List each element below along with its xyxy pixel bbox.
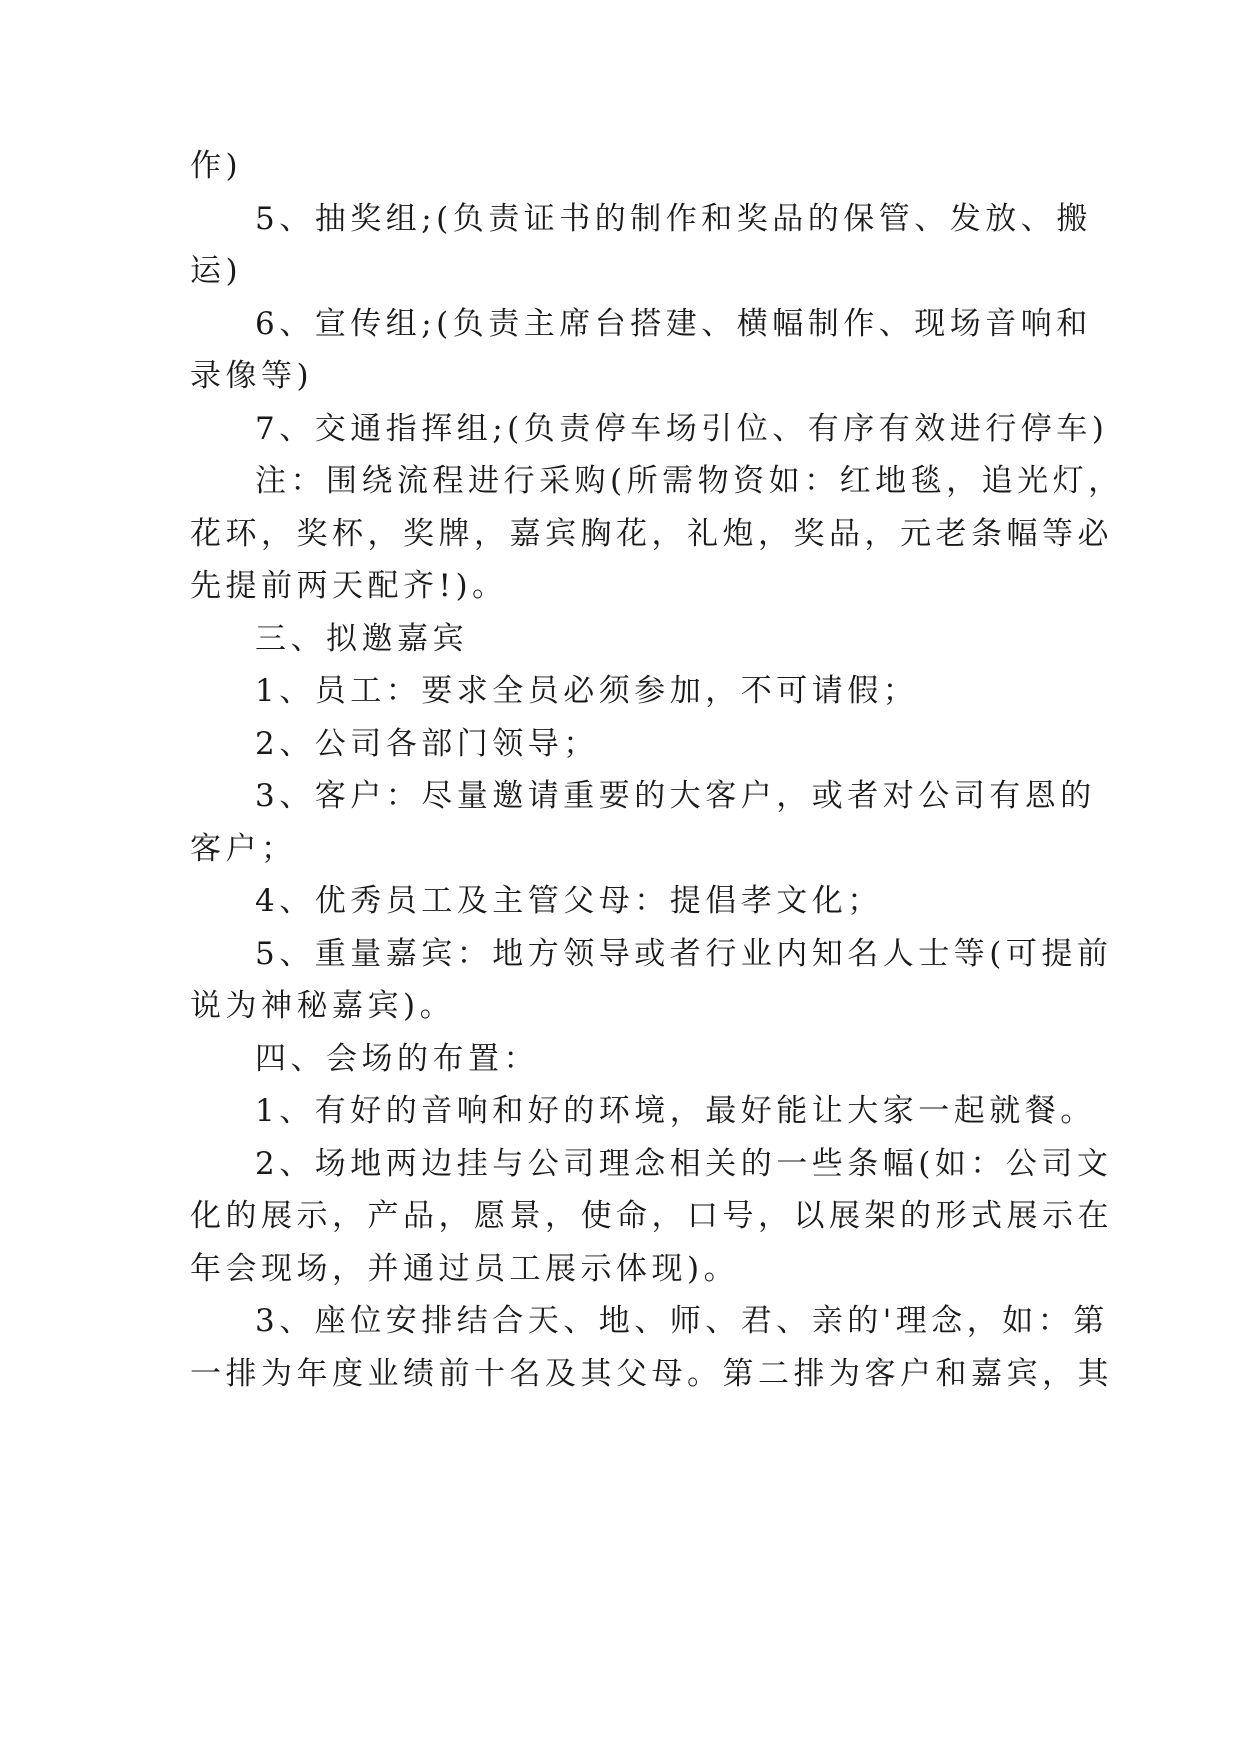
text-line: 3、客户：尽量邀请重要的大客户，或者对公司有恩的 [255, 778, 1096, 814]
text-line: 5、抽奖组;(负责证书的制作和奖品的保管、发放、搬 [255, 201, 1092, 237]
text-line: 化的展示，产品，愿景，使命，口号，以展架的形式展示在 [190, 1198, 1113, 1234]
text-line: 1、有好的音响和好的环境，最好能让大家一起就餐。 [255, 1093, 1096, 1129]
text-line: 6、宣传组;(负责主席台搭建、横幅制作、现场音响和 [255, 306, 1092, 342]
text-line: 4、优秀员工及主管父母：提倡孝文化； [255, 883, 883, 919]
text-line: 2、公司各部门领导； [255, 726, 599, 762]
text-line: 运) [190, 253, 243, 289]
text-line: 客户； [190, 831, 297, 867]
text-line: 花环，奖杯，奖牌，嘉宾胸花，礼炮，奖品，元老条幅等必 [190, 516, 1113, 552]
section-heading: 三、拟邀嘉宾 [255, 621, 468, 657]
text-line: 3、座位安排结合天、地、师、君、亲的'理念，如：第 [255, 1303, 1109, 1339]
text-line: 作) [190, 148, 243, 184]
text-line: 先提前两天配齐!)。 [190, 568, 508, 604]
text-line: 年会现场，并通过员工展示体现)。 [190, 1251, 740, 1287]
section-heading: 四、会场的布置： [255, 1041, 539, 1077]
text-line: 7、交通指挥组;(负责停车场引位、有序有效进行停车) [255, 411, 1109, 447]
text-line: 2、场地两边挂与公司理念相关的一些条幅(如：公司文 [255, 1146, 1113, 1182]
text-line: 注：围绕流程进行采购(所需物资如：红地毯，追光灯， [255, 463, 1124, 499]
text-line: 5、重量嘉宾：地方领导或者行业内知名人士等(可提前 [255, 936, 1113, 972]
text-line: 说为神秘嘉宾)。 [190, 988, 456, 1024]
text-line: 1、员工：要求全员必须参加，不可请假； [255, 673, 919, 709]
text-line: 录像等) [190, 358, 314, 394]
text-line: 一排为年度业绩前十名及其父母。第二排为客户和嘉宾，其 [190, 1356, 1113, 1392]
